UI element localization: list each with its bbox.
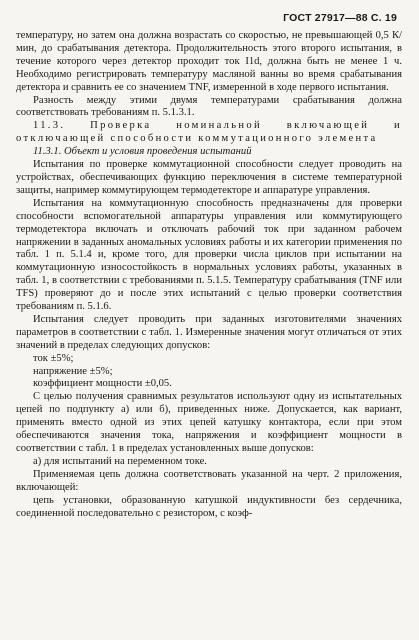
paragraph-ac-tests: а) для испытаний на переменном токе. bbox=[33, 455, 207, 467]
body-text bbox=[16, 30, 402, 520]
tolerance-current: ток ±5%; bbox=[33, 352, 74, 364]
paragraph-circuit-setup: цепь установки, образованную катушкой индуктивности без сердечника, соединенной последовательно с резистором, с коэф- bbox=[16, 494, 402, 519]
paragraph-switching-capacity: Испытания на коммутационную способность предназначены для проверки способности вспомогательной аппаратуры управления или коммутирующего термодетектора включать и отключать рабочий ток при заданном рабочем напряжении в заданных аномальных условиях работы и их категории применения по табл. 1 п. 5.1.4 и, кроме того, для проверки числа циклов при испытании на коммутационную износостойкость в нормальных условиях работы, указанных в табл. 1, в соответствии с требованиями п. 5.1.5. Температуру срабатывания (TNF или TFS) проверяют до и после этих испытаний с целью проверки соответствия требованиям п. 5.1.6. bbox=[16, 197, 402, 313]
paragraph-temperature-difference: Разность между этими двумя температурами срабатывания должна соответствовать требованиям п. 5.1.3.1. bbox=[16, 94, 402, 119]
running-header: ГОСТ 27917—88 С. 19 bbox=[283, 12, 397, 24]
section-heading-11-3: 11.3. Проверка номинальной включающей и отключающей способности коммутационного элемента bbox=[16, 120, 402, 145]
paragraph-test-continuation: температуру, но затем она должна возрастать со скоростью, не превышающей 0,5 К/мин, до срабатывания детектора. Продолжительность этого второго испытания, в течение которого через детектор проходит ток I1d, должна быть не менее 1 ч. Необходимо регистрировать температуру масляной ванны во время срабатывания детектора и сравнить ее со значением TNF, измеренной в ходе первого испытания. bbox=[16, 30, 402, 93]
paragraph-circuit-drawing: Применяемая цепь должна соответствовать указанной на черт. 2 приложения, включающей: bbox=[16, 468, 402, 493]
tolerance-voltage: напряжение ±5%; bbox=[33, 365, 113, 377]
tolerance-power-factor: коэффициент мощности ±0,05. bbox=[33, 378, 172, 390]
subsection-heading-11-3-1: 11.3.1. Объект и условия проведения испытаний bbox=[33, 146, 252, 158]
paragraph-switching-tests: Испытания по проверке коммутационной способности следует проводить на устройствах, обеспечивающих функцию переключения в системе температурной защиты, например коммутирующем термодетекторе и аппаратуре управления. bbox=[16, 159, 402, 196]
paragraph-tolerances-intro: Испытания следует проводить при заданных изготовителями значениях параметров в соответствии с табл. 1. Измеренные значения могут отличаться от этих значений в пределах следующих допусков: bbox=[16, 313, 402, 351]
paragraph-test-circuits: С целью получения сравнимых результатов используют одну из испытательных цепей по подпункту а) или б), приведенных ниже. Допускается, как вариант, применять вместо одной из этих цепей катушку контактора, если при этом обеспечиваются значения тока, напряжения и коэффициент мощности в соответствии с табл. 1 в пределах установленных выше допусков: bbox=[16, 391, 402, 454]
